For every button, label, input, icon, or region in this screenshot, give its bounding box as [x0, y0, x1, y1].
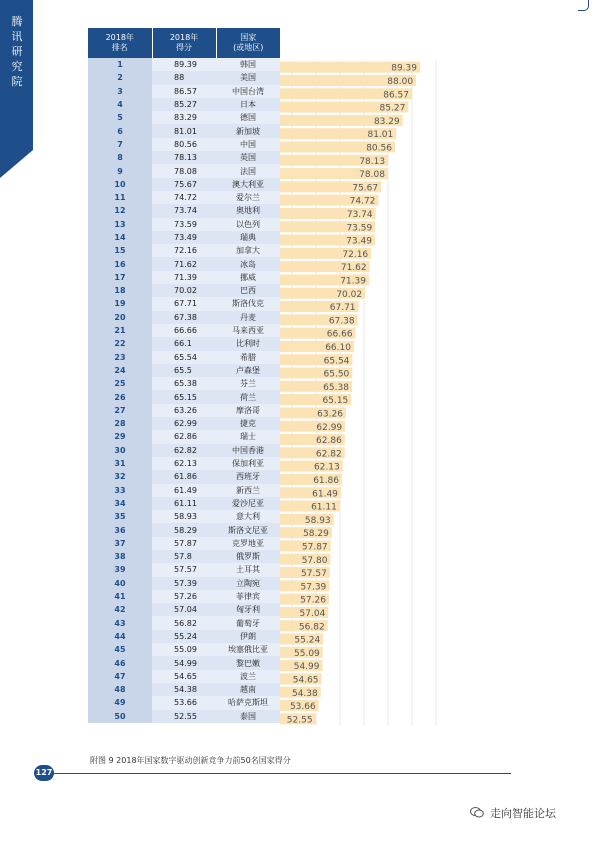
score-cell: 56.82: [152, 616, 216, 629]
score-cell: 57.39: [152, 577, 216, 590]
score-cell: 52.55: [152, 710, 216, 723]
header-rank-label: 2018年 排名: [105, 33, 134, 52]
bar-value-label: 83.29: [373, 116, 400, 127]
watermark-text: 走向智能论坛: [490, 807, 556, 820]
rank-cell: 19: [88, 297, 152, 310]
score-cell: 74.72: [152, 191, 216, 204]
score-cell: 71.39: [152, 271, 216, 284]
table-row: [88, 683, 280, 696]
bar-value-label: 65.54: [323, 356, 350, 367]
table-row: [88, 577, 280, 590]
table-row: [88, 710, 280, 723]
country-cell: 葡萄牙: [216, 616, 280, 629]
rank-cell: 44: [88, 630, 152, 643]
country-cell: 巴西: [216, 284, 280, 297]
country-cell: 美国: [216, 71, 280, 84]
bar-value-label: 72.16: [342, 249, 369, 260]
bar-value-label: 54.38: [291, 688, 318, 699]
bar-value-label: 61.49: [312, 489, 338, 500]
country-cell: 以色列: [216, 218, 280, 231]
score-cell: 81.01: [152, 124, 216, 137]
table-row: [88, 470, 280, 483]
table-row: [88, 297, 280, 310]
score-cell: 78.08: [152, 164, 216, 177]
score-cell: 54.65: [152, 670, 216, 683]
country-cell: 芬兰: [216, 377, 280, 390]
table-row: [88, 643, 280, 656]
table-row: [88, 656, 280, 669]
bar-value-label: 62.86: [316, 436, 342, 447]
table-header-row: [88, 28, 280, 58]
country-cell: 爱尔兰: [216, 191, 280, 204]
rank-cell: 46: [88, 656, 152, 669]
rank-cell: 36: [88, 523, 152, 536]
rank-cell: 1: [88, 58, 152, 71]
score-cell: 58.29: [152, 523, 216, 536]
table-row: [88, 670, 280, 683]
wechat-icon: [470, 807, 484, 818]
table-row: [88, 630, 280, 643]
bar-value-label: 52.55: [286, 715, 313, 726]
country-cell: 英国: [216, 151, 280, 164]
score-cell: 54.38: [152, 683, 216, 696]
rank-cell: 26: [88, 390, 152, 403]
score-cell: 71.62: [152, 257, 216, 270]
bar-value-label: 65.38: [323, 382, 349, 393]
bar-value-label: 65.50: [323, 369, 350, 380]
header-score: [152, 28, 216, 58]
country-cell: 波兰: [216, 670, 280, 683]
bar-value-label: 73.59: [346, 223, 373, 234]
table-row: [88, 390, 280, 403]
bar-value-label: 71.39: [340, 276, 366, 287]
country-cell: 捷克: [216, 417, 280, 430]
score-cell: 55.09: [152, 643, 216, 656]
table-row: [88, 218, 280, 231]
rank-cell: 49: [88, 696, 152, 709]
score-cell: 85.27: [152, 98, 216, 111]
bar-value-label: 73.49: [346, 236, 372, 247]
country-cell: 中国香港: [216, 444, 280, 457]
table-row: [88, 603, 280, 616]
score-cell: 57.57: [152, 563, 216, 576]
country-cell: 黎巴嫩: [216, 656, 280, 669]
score-cell: 72.16: [152, 244, 216, 257]
rank-cell: 9: [88, 164, 152, 177]
rank-cell: 35: [88, 510, 152, 523]
table-row: [88, 244, 280, 257]
header-score-label: 2018年 得分: [169, 33, 199, 52]
country-cell: 韩国: [216, 58, 280, 71]
country-cell: 丹麦: [216, 311, 280, 324]
country-cell: 马来西亚: [216, 324, 280, 337]
table-row: [88, 85, 280, 98]
country-cell: 摩洛哥: [216, 404, 280, 417]
score-cell: 62.86: [152, 430, 216, 443]
country-cell: 德国: [216, 111, 280, 124]
caption-divider: [54, 773, 511, 774]
table-row: [88, 138, 280, 151]
country-cell: 瑞典: [216, 231, 280, 244]
rank-cell: 14: [88, 231, 152, 244]
country-cell: 埃塞俄比亚: [216, 643, 280, 656]
bar-value-label: 62.13: [313, 462, 340, 473]
rank-cell: 48: [88, 683, 152, 696]
score-cell: 61.86: [152, 470, 216, 483]
bar-value-label: 54.99: [293, 662, 320, 673]
bar-value-label: 57.39: [300, 582, 327, 593]
rank-cell: 7: [88, 138, 152, 151]
rank-cell: 23: [88, 351, 152, 364]
bar-value-label: 61.86: [313, 475, 339, 486]
table-row: [88, 537, 280, 550]
bar-value-label: 57.87: [301, 542, 328, 553]
table-row: [88, 324, 280, 337]
score-cell: 80.56: [152, 138, 216, 151]
country-cell: 意大利: [216, 510, 280, 523]
bar-value-label: 89.39: [391, 63, 417, 74]
score-cell: 78.13: [152, 151, 216, 164]
score-cell: 63.26: [152, 404, 216, 417]
country-cell: 比利时: [216, 337, 280, 350]
table-row: [88, 510, 280, 523]
rank-cell: 47: [88, 670, 152, 683]
table-row: [88, 204, 280, 217]
country-cell: 希腊: [216, 351, 280, 364]
country-cell: 土耳其: [216, 563, 280, 576]
country-cell: 越南: [216, 683, 280, 696]
score-cell: 66.66: [152, 324, 216, 337]
rank-cell: 43: [88, 616, 152, 629]
bar-value-label: 63.26: [317, 409, 343, 420]
bar-value-label: 57.26: [300, 595, 326, 606]
table-row: [88, 377, 280, 390]
country-cell: 斯洛伐克: [216, 297, 280, 310]
country-cell: 挪威: [216, 271, 280, 284]
score-cell: 57.04: [152, 603, 216, 616]
bar-value-label: 54.65: [292, 675, 319, 686]
rank-cell: 28: [88, 417, 152, 430]
score-cell: 66.1: [152, 337, 216, 350]
country-cell: 俄罗斯: [216, 550, 280, 563]
rank-cell: 22: [88, 337, 152, 350]
bar-value-label: 53.66: [289, 702, 316, 713]
watermark: [470, 805, 556, 821]
bar-value-label: 58.93: [304, 515, 331, 526]
rank-cell: 13: [88, 218, 152, 231]
country-cell: 克罗地亚: [216, 537, 280, 550]
bar-value-label: 78.13: [359, 156, 386, 167]
bar-value-label: 70.02: [336, 289, 363, 300]
bar-value-label: 62.99: [316, 422, 343, 433]
ranking-table: [88, 28, 280, 723]
score-cell: 61.49: [152, 484, 216, 497]
score-cell: 57.8: [152, 550, 216, 563]
bar-value-label: 88.00: [387, 76, 414, 87]
score-cell: 62.99: [152, 417, 216, 430]
bar-value-label: 65.15: [322, 396, 349, 407]
rank-cell: 32: [88, 470, 152, 483]
rank-cell: 15: [88, 244, 152, 257]
rank-cell: 12: [88, 204, 152, 217]
score-cell: 75.67: [152, 178, 216, 191]
rank-cell: 50: [88, 710, 152, 723]
score-cell: 70.02: [152, 284, 216, 297]
score-cell: 62.82: [152, 444, 216, 457]
rank-cell: 45: [88, 643, 152, 656]
score-cell: 65.38: [152, 377, 216, 390]
header-country-label: 国家 (或地区): [233, 33, 264, 52]
table-row: [88, 257, 280, 270]
bar-value-label: 74.72: [349, 196, 376, 207]
table-row: [88, 563, 280, 576]
table-row: [88, 616, 280, 629]
rank-cell: 27: [88, 404, 152, 417]
bar-value-label: 62.82: [315, 449, 342, 460]
score-cell: 86.57: [152, 85, 216, 98]
country-cell: 瑞士: [216, 430, 280, 443]
rank-cell: 34: [88, 497, 152, 510]
score-cell: 65.15: [152, 390, 216, 403]
bar-value-label: 67.38: [328, 316, 355, 327]
score-cell: 89.39: [152, 58, 216, 71]
bar-value-label: 58.29: [303, 529, 329, 540]
table-row: [88, 696, 280, 709]
score-cell: 57.26: [152, 590, 216, 603]
rank-cell: 2: [88, 71, 152, 84]
score-cell: 67.71: [152, 297, 216, 310]
table-row: [88, 98, 280, 111]
rank-cell: 41: [88, 590, 152, 603]
rank-cell: 4: [88, 98, 152, 111]
score-cell: 65.5: [152, 364, 216, 377]
rank-cell: 20: [88, 311, 152, 324]
score-cell: 62.13: [152, 457, 216, 470]
country-cell: 西班牙: [216, 470, 280, 483]
table-row: [88, 550, 280, 563]
country-cell: 卢森堡: [216, 364, 280, 377]
rank-cell: 21: [88, 324, 152, 337]
bar-value-label: 86.57: [383, 90, 410, 101]
rank-cell: 42: [88, 603, 152, 616]
country-cell: 加拿大: [216, 244, 280, 257]
table-row: [88, 71, 280, 84]
table-row: [88, 284, 280, 297]
rank-cell: 17: [88, 271, 152, 284]
bar-value-label: 80.56: [366, 143, 392, 154]
header-rank: [88, 28, 152, 58]
table-row: [88, 311, 280, 324]
country-cell: 荷兰: [216, 390, 280, 403]
table-row: [88, 58, 280, 71]
score-cell: 67.38: [152, 311, 216, 324]
score-cell: 58.93: [152, 510, 216, 523]
score-cell: 73.74: [152, 204, 216, 217]
bar-value-label: 66.10: [325, 342, 351, 353]
country-cell: 菲律宾: [216, 590, 280, 603]
score-cell: 83.29: [152, 111, 216, 124]
rank-cell: 40: [88, 577, 152, 590]
table-row: [88, 484, 280, 497]
score-cell: 57.87: [152, 537, 216, 550]
score-cell: 73.49: [152, 231, 216, 244]
score-cell: 55.24: [152, 630, 216, 643]
country-cell: 立陶宛: [216, 577, 280, 590]
bar-value-label: 85.27: [379, 103, 406, 114]
country-cell: 新西兰: [216, 484, 280, 497]
country-cell: 澳大利亚: [216, 178, 280, 191]
bar-value-label: 57.04: [299, 608, 326, 619]
table-row: [88, 444, 280, 457]
rank-cell: 38: [88, 550, 152, 563]
table-row: [88, 124, 280, 137]
rank-cell: 24: [88, 364, 152, 377]
bar-value-label: 57.57: [301, 569, 327, 580]
country-cell: 匈牙利: [216, 603, 280, 616]
table-row: [88, 417, 280, 430]
bar-value-label: 73.74: [346, 209, 373, 220]
country-cell: 法国: [216, 164, 280, 177]
rank-cell: 25: [88, 377, 152, 390]
country-cell: 中国台湾: [216, 85, 280, 98]
rank-cell: 39: [88, 563, 152, 576]
bar-value-label: 75.67: [352, 183, 379, 194]
rank-cell: 30: [88, 444, 152, 457]
rank-cell: 33: [88, 484, 152, 497]
table-row: [88, 404, 280, 417]
score-cell: 73.59: [152, 218, 216, 231]
table-row: [88, 271, 280, 284]
table-row: [88, 497, 280, 510]
table-row: [88, 164, 280, 177]
table-row: [88, 111, 280, 124]
figure-caption: 附图 9 2018年国家数字驱动创新竞争力前50名国家得分: [90, 756, 291, 765]
country-cell: 奥地利: [216, 204, 280, 217]
bar-value-label: 71.62: [340, 263, 367, 274]
bar-value-label: 56.82: [298, 622, 325, 633]
table-row: [88, 151, 280, 164]
bar-value-label: 57.80: [301, 555, 328, 566]
bar-value-label: 66.66: [326, 329, 353, 340]
bar-value-label: 67.71: [329, 303, 356, 314]
table-row: [88, 337, 280, 350]
country-cell: 日本: [216, 98, 280, 111]
table-body: [88, 58, 280, 723]
table-row: [88, 351, 280, 364]
score-cell: 88: [152, 71, 216, 84]
table-row: [88, 191, 280, 204]
rank-cell: 3: [88, 85, 152, 98]
rank-cell: 6: [88, 124, 152, 137]
rank-cell: 11: [88, 191, 152, 204]
country-cell: 保加利亚: [216, 457, 280, 470]
rank-cell: 29: [88, 430, 152, 443]
rank-cell: 5: [88, 111, 152, 124]
rank-cell: 10: [88, 178, 152, 191]
bar-value-label: 61.11: [311, 502, 337, 513]
table-row: [88, 178, 280, 191]
table-row: [88, 590, 280, 603]
country-cell: 新加坡: [216, 124, 280, 137]
country-cell: 爱沙尼亚: [216, 497, 280, 510]
rank-cell: 18: [88, 284, 152, 297]
country-cell: 泰国: [216, 710, 280, 723]
country-cell: 斯洛文尼亚: [216, 523, 280, 536]
country-cell: 冰岛: [216, 257, 280, 270]
score-cell: 61.11: [152, 497, 216, 510]
page-number: 127: [34, 765, 54, 781]
country-cell: 哈萨克斯坦: [216, 696, 280, 709]
bar-value-label: 81.01: [367, 130, 394, 141]
header-country: [216, 28, 280, 58]
score-cell: 65.54: [152, 351, 216, 364]
country-cell: 中国: [216, 138, 280, 151]
rank-cell: 31: [88, 457, 152, 470]
table-row: [88, 364, 280, 377]
bar-value-label: 55.09: [294, 648, 320, 659]
table-row: [88, 457, 280, 470]
rank-cell: 8: [88, 151, 152, 164]
table-row: [88, 523, 280, 536]
country-cell: 伊朗: [216, 630, 280, 643]
table-row: [88, 231, 280, 244]
score-cell: 54.99: [152, 656, 216, 669]
score-cell: 53.66: [152, 696, 216, 709]
bar-value-label: 78.08: [359, 170, 385, 181]
rank-cell: 16: [88, 257, 152, 270]
bar-value-label: 55.24: [294, 635, 321, 646]
sidebar-title: 腾讯研究院: [11, 15, 23, 88]
rank-cell: 37: [88, 537, 152, 550]
table-row: [88, 430, 280, 443]
